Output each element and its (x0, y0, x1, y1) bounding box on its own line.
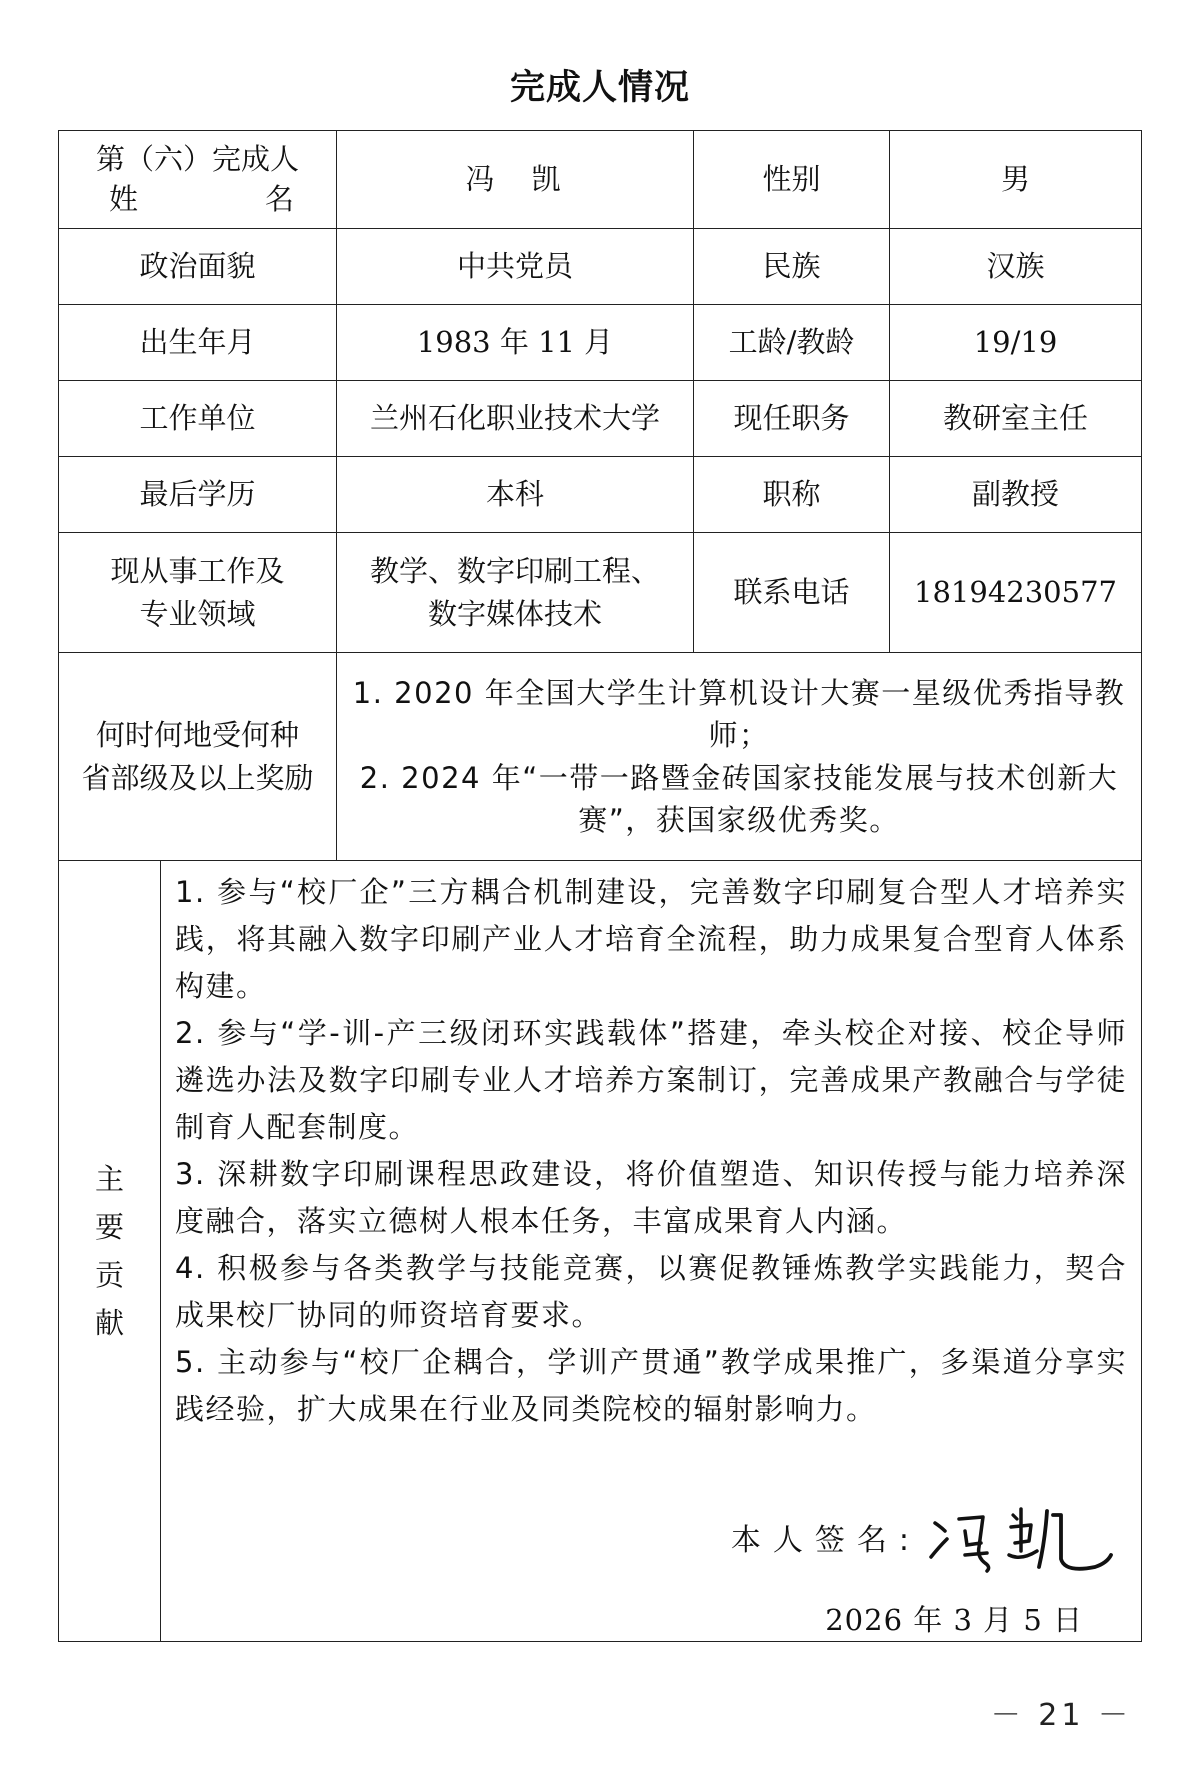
awards-label-line1: 何时何地受何种 (96, 718, 300, 753)
field-value-line2: 数字媒体技术 (428, 596, 603, 631)
education-value-text: 本科 (486, 477, 545, 512)
politics-value (337, 229, 694, 305)
page-number: － 21 － (990, 1698, 1132, 1733)
birth-label-text: 出生年月 (139, 325, 256, 360)
ethnicity-value (890, 229, 1142, 305)
seniority-value (890, 305, 1142, 381)
title-value-text: 副教授 (972, 477, 1060, 512)
row-contribution (59, 861, 1142, 1642)
work-unit-label-text: 工作单位 (139, 401, 256, 436)
row-politics (59, 229, 1142, 305)
name-label-line1: 第（六）完成人 (96, 142, 300, 177)
contribution-label-char: 献 (94, 1306, 124, 1341)
name-value-text: 冯 凯 (465, 162, 565, 197)
page-title: 完成人情况 (509, 68, 690, 108)
awards-label-line2: 省部级及以上奖励 (81, 760, 314, 795)
birth-value-text: 1983 年 11 月 (416, 325, 614, 360)
signature-label: 本人签名: (730, 1523, 922, 1559)
politics-label-text: 政治面貌 (139, 249, 256, 284)
birth-value (337, 305, 694, 381)
contribution-item: 3. 深耕数字印刷课程思政建设，将价值塑造、知识传授与能力培养深度融合，落实立德树人根本任务，丰富成果育人内涵。 (175, 1156, 1128, 1238)
contribution-item: 1. 参与“校厂企”三方耦合机制建设，完善数字印刷复合型人才培养实践，将其融入数字印刷产业人才培育全流程，助力成果复合型育人体系构建。 (175, 875, 1128, 1003)
row-education (59, 457, 1142, 533)
row-field (59, 533, 1142, 653)
phone-value-text: 18194230577 (914, 575, 1117, 610)
contribution-list (161, 861, 1141, 1433)
name-label-cell (59, 131, 337, 229)
seniority-label-text: 工龄/教龄 (728, 325, 855, 360)
education-label-text: 最后学历 (139, 477, 256, 512)
contribution-label-char: 要 (94, 1209, 124, 1244)
work-unit-value-text: 兰州石化职业技术大学 (370, 401, 661, 436)
personnel-form-table (58, 130, 1142, 1642)
position-label (694, 381, 890, 457)
row-birth (59, 305, 1142, 381)
row-name (59, 131, 1142, 229)
phone-value (890, 533, 1142, 653)
contribution-item: 4. 积极参与各类教学与技能竞赛，以赛促教锤炼教学实践能力，契合成果校厂协同的师资培育要求。 (175, 1250, 1128, 1332)
title-label-text: 职称 (762, 477, 821, 512)
handwritten-signature (925, 1501, 1115, 1581)
gender-value-text: 男 (1001, 162, 1031, 197)
contribution-label-char: 主 (94, 1161, 124, 1196)
awards-label (59, 653, 337, 861)
gender-label (694, 131, 890, 229)
field-label-line2: 专业领域 (139, 596, 256, 631)
politics-label (59, 229, 337, 305)
field-label-line1: 现从事工作及 (110, 554, 285, 589)
ethnicity-label (694, 229, 890, 305)
field-label (59, 533, 337, 653)
name-value (337, 131, 694, 229)
title-label (694, 457, 890, 533)
seniority-value-text: 19/19 (973, 325, 1058, 360)
contribution-label-char: 贡 (94, 1258, 124, 1292)
row-awards (59, 653, 1142, 861)
contribution-item: 5. 主动参与“校厂企耦合，学训产贯通”教学成果推广，多渠道分享实践经验，扩大成果在行业及同类院校的辐射影响力。 (175, 1344, 1128, 1426)
gender-label-text: 性别 (762, 162, 821, 197)
ethnicity-value-text: 汉族 (986, 249, 1045, 284)
seniority-label (694, 305, 890, 381)
phone-label (694, 533, 890, 653)
politics-value-text: 中共党员 (457, 249, 574, 284)
row-work (59, 381, 1142, 457)
name-label-char-2: 名 (265, 181, 295, 216)
contribution-item: 2. 参与“学-训-产三级闭环实践载体”搭建，牵头校企对接、校企导师遴选办法及数字印刷专业人才培养方案制订，完善成果产教融合与学徒制育人配套制度。 (175, 1015, 1128, 1144)
contribution-value (161, 861, 1142, 1642)
title-value (890, 457, 1142, 533)
position-value-text: 教研室主任 (943, 401, 1089, 436)
education-value (337, 457, 694, 533)
field-value (337, 533, 694, 653)
field-value-line1: 教学、数字印刷工程、 (370, 554, 661, 589)
awards-value (337, 653, 1142, 861)
ethnicity-label-text: 民族 (762, 249, 821, 284)
award-item: 2. 2024 年“一带一路暨金砖国家技能发展与技术创新大赛”，获国家级优秀奖。 (359, 760, 1119, 837)
contribution-label (59, 861, 161, 1642)
birth-label (59, 305, 337, 381)
signature-row (731, 1501, 1115, 1581)
position-value (890, 381, 1142, 457)
name-label-char-1: 姓 (109, 181, 139, 216)
position-label-text: 现任职务 (733, 401, 850, 436)
work-unit-value (337, 381, 694, 457)
education-label (59, 457, 337, 533)
work-unit-label (59, 381, 337, 457)
phone-label-text: 联系电话 (733, 575, 850, 610)
award-item: 1. 2020 年全国大学生计算机设计大赛一星级优秀指导教师； (352, 676, 1126, 753)
gender-value (890, 131, 1142, 229)
signature-date: 2026 年 3 月 5 日 (825, 1603, 1084, 1637)
